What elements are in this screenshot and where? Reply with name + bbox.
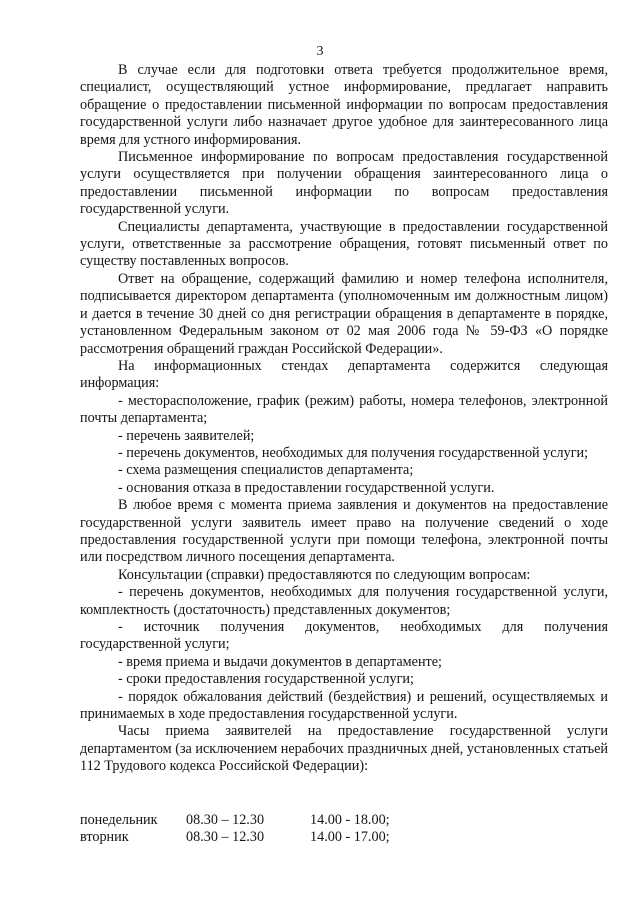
schedule-day: вторник: [80, 829, 129, 846]
consult-item: - порядок обжалования действий (бездействия) и решений, осуществляемых и принимаемых в ходе предоставления государственной услуги.: [80, 688, 608, 723]
stand-item: - перечень заявителей;: [118, 427, 255, 444]
consult-item: - источник получения документов, необходимых для получения государственной услуги;: [80, 619, 608, 653]
paragraph-written-info: Письменное информирование по вопросам предоставления государственной услуги осуществляется при получении обращения заинтересованного лица о предоставлении письменной информации по вопросам предоставления государственной услуги.: [80, 149, 608, 218]
schedule-morning: 08.30 – 12.30: [186, 829, 265, 846]
consult-item: - время приема и выдачи документов в департаменте;: [118, 653, 442, 670]
paragraph-info-stands: На информационных стендах департамента содержится следующая информация:: [80, 357, 608, 392]
schedule-row: [80, 829, 390, 846]
schedule-row: [80, 812, 390, 829]
document-body: [80, 62, 608, 776]
paragraph-consultations: Консультации (справки) предоставляются по следующим вопросам:: [118, 566, 531, 583]
paragraph-reception-hours: Часы приема заявителей на предоставление государственной услуги департаментом (за исключением нерабочих праздничных дней, установленных статьей 112 Трудового кодекса Российской Федерации):: [80, 723, 608, 775]
paragraph-response-signing: Ответ на обращение, содержащий фамилию и номер телефона исполнителя, подписывается директором департамента (уполномоченным им должностным лицом) и дается в течение 30 дней со дня регистрации обращения в департаменте в порядке, установленном Федеральным законом от 02 мая 2006 года № 59-ФЗ «О порядке рассмотрения обращений граждан Российской Федерации».: [80, 270, 608, 357]
schedule-afternoon: 14.00 - 18.00;: [310, 812, 390, 828]
paragraph-long-response: В случае если для подготовки ответа требуется продолжительное время, специалист, осуществляющий устное информирование, предлагает направить обращение о предоставлении письменной информации по вопросам предоставления государственной услуги либо назначает другое удобное для заинтересованного лица время для устного информирования.: [80, 62, 608, 148]
stand-item: - основания отказа в предоставлении государственной услуги.: [118, 479, 495, 496]
schedule-table: [80, 812, 390, 847]
consult-item: - сроки предоставления государственной услуги;: [118, 671, 414, 688]
schedule-afternoon: 14.00 - 17.00;: [310, 829, 390, 846]
consult-item: - перечень документов, необходимых для получения государственной услуги, комплектность (достаточность) представленных документов;: [80, 584, 608, 618]
paragraph-anytime: В любое время с момента приема заявления и документов на предоставление государственной услуги заявитель имеет право на получение сведений о ходе предоставления государственной услуги при помощи телефона, электронной почты или посредством личного посещения департамента.: [80, 497, 608, 566]
stand-item: - схема размещения специалистов департамента;: [118, 462, 414, 479]
schedule-day: понедельник: [80, 812, 158, 828]
stand-item: - перечень документов, необходимых для получения государственной услуги;: [118, 444, 589, 461]
stand-item: - месторасположение, график (режим) работы, номера телефонов, электронной почты департамента;: [80, 392, 608, 427]
page-number: 3: [316, 44, 324, 59]
schedule-morning: 08.30 – 12.30: [186, 812, 265, 828]
paragraph-specialists: Специалисты департамента, участвующие в предоставлении государственной услуги, ответственные за рассмотрение обращения, готовят письменный ответ по существу поставленных вопросов.: [80, 218, 608, 270]
